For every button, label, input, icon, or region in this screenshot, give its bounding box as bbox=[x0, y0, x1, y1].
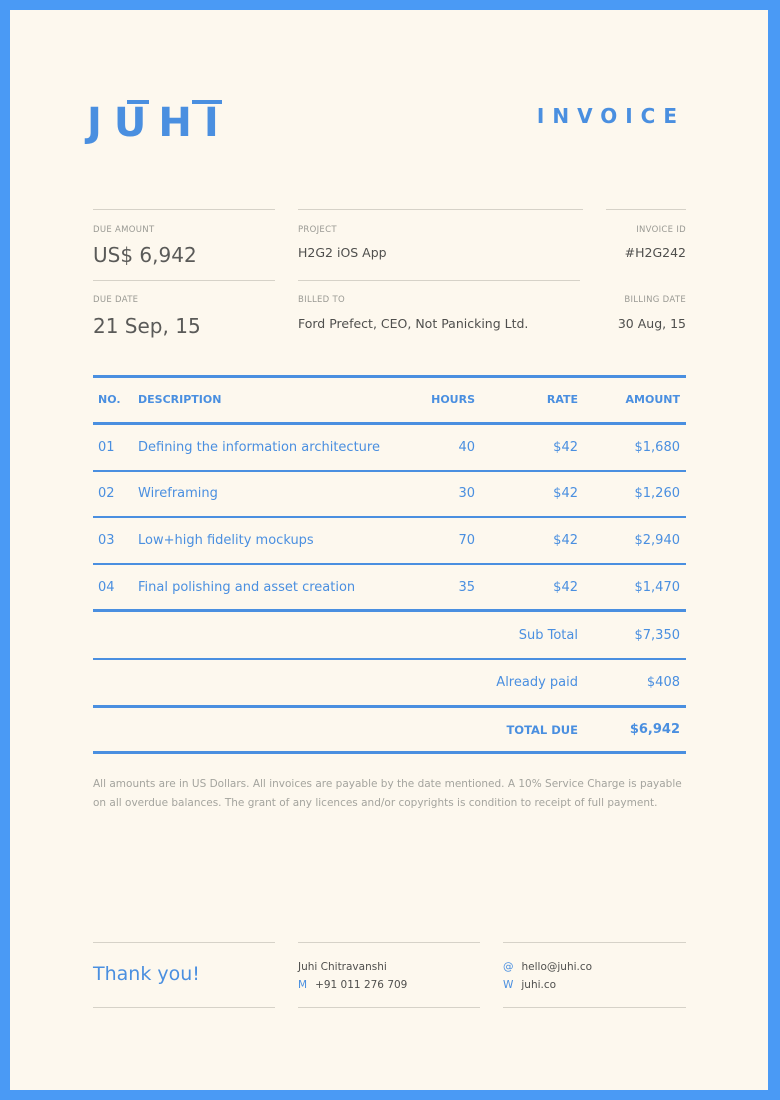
divider bbox=[298, 209, 583, 210]
email-value[interactable]: hello@juhi.co bbox=[521, 961, 593, 973]
contact-name: Juhi Chitravanshi bbox=[298, 961, 387, 973]
contact-phone bbox=[298, 979, 407, 991]
subtotal-label: Sub Total bbox=[518, 628, 578, 643]
project-label: PROJECT bbox=[298, 225, 337, 235]
row-amount: $2,940 bbox=[634, 533, 680, 548]
row-amount: $1,260 bbox=[634, 486, 680, 501]
header-no: NO. bbox=[98, 393, 121, 406]
due-date-value: 21 Sep, 15 bbox=[93, 314, 201, 338]
row-amount: $1,470 bbox=[634, 580, 680, 595]
divider bbox=[503, 1007, 686, 1008]
billed-to-label: BILLED TO bbox=[298, 295, 346, 305]
divider bbox=[606, 209, 686, 210]
invoice-id-value: #H2G242 bbox=[624, 245, 686, 260]
totals-rule bbox=[93, 705, 686, 708]
row-hours: 35 bbox=[458, 580, 475, 595]
web-prefix: W bbox=[503, 979, 514, 991]
divider bbox=[298, 280, 580, 281]
divider bbox=[503, 942, 686, 943]
invoice-id-label: INVOICE ID bbox=[636, 225, 686, 235]
due-amount-value: US$ 6,942 bbox=[93, 243, 197, 267]
header-description: DESCRIPTION bbox=[138, 393, 222, 406]
at-icon: @ bbox=[503, 961, 514, 973]
header-amount: AMOUNT bbox=[625, 393, 680, 406]
table-bottom-rule bbox=[93, 751, 686, 754]
row-hours: 30 bbox=[458, 486, 475, 501]
divider bbox=[93, 1007, 275, 1008]
divider bbox=[93, 280, 275, 281]
rows-bottom-rule bbox=[93, 609, 686, 612]
phone-value: +91 011 276 709 bbox=[315, 979, 408, 991]
table-top-rule bbox=[93, 375, 686, 378]
paid-label: Already paid bbox=[496, 675, 578, 690]
row-hours: 70 bbox=[458, 533, 475, 548]
divider bbox=[298, 1007, 480, 1008]
web-value[interactable]: juhi.co bbox=[521, 979, 557, 991]
divider bbox=[93, 942, 275, 943]
total-due-value: $6,942 bbox=[629, 722, 680, 737]
row-description: Wireframing bbox=[138, 486, 218, 501]
invoice-paper bbox=[10, 10, 768, 1090]
row-rule bbox=[93, 563, 686, 565]
total-due-label: TOTAL DUE bbox=[506, 723, 578, 737]
divider bbox=[298, 942, 480, 943]
paid-value: $408 bbox=[646, 675, 680, 690]
row-no: 01 bbox=[98, 440, 115, 455]
due-amount-label: DUE AMOUNT bbox=[93, 225, 155, 235]
contact-web[interactable] bbox=[503, 979, 556, 991]
billed-to-value: Ford Prefect, CEO, Not Panicking Ltd. bbox=[298, 316, 529, 331]
row-no: 03 bbox=[98, 533, 115, 548]
divider bbox=[93, 209, 275, 210]
phone-prefix: M bbox=[298, 979, 308, 991]
thank-you: Thank you! bbox=[93, 963, 200, 985]
due-date-label: DUE DATE bbox=[93, 295, 139, 305]
logo-text: JUHI bbox=[87, 100, 231, 146]
row-description: Final polishing and asset creation bbox=[138, 580, 356, 595]
row-rate: $42 bbox=[553, 486, 578, 501]
row-hours: 40 bbox=[458, 440, 475, 455]
billing-date-value: 30 Aug, 15 bbox=[617, 316, 686, 331]
row-rate: $42 bbox=[553, 440, 578, 455]
terms-note: All amounts are in US Dollars. All invoices are payable by the date mentioned. A 10% Service Charge is payable on all overdue balances. The grant of any licences and/or copyrights is condition to receipt of full payment. bbox=[93, 778, 682, 809]
header-hours: HOURS bbox=[431, 393, 475, 406]
subtotal-value: $7,350 bbox=[634, 628, 680, 643]
project-value: H2G2 iOS App bbox=[298, 245, 387, 260]
table-header-rule bbox=[93, 422, 686, 425]
brand-logo bbox=[87, 94, 231, 154]
row-description: Low+high fidelity mockups bbox=[138, 533, 314, 548]
row-no: 04 bbox=[98, 580, 115, 595]
row-description: Defining the information architecture bbox=[138, 440, 380, 455]
row-amount: $1,680 bbox=[634, 440, 680, 455]
row-no: 02 bbox=[98, 486, 115, 501]
row-rate: $42 bbox=[553, 533, 578, 548]
row-rule bbox=[93, 470, 686, 472]
row-rate: $42 bbox=[553, 580, 578, 595]
header-rate: RATE bbox=[546, 393, 578, 406]
row-rule bbox=[93, 516, 686, 518]
billing-date-label: BILLING DATE bbox=[624, 295, 686, 305]
invoice-title: INVOICE bbox=[536, 104, 685, 128]
totals-rule bbox=[93, 658, 686, 660]
contact-email[interactable] bbox=[503, 961, 592, 973]
